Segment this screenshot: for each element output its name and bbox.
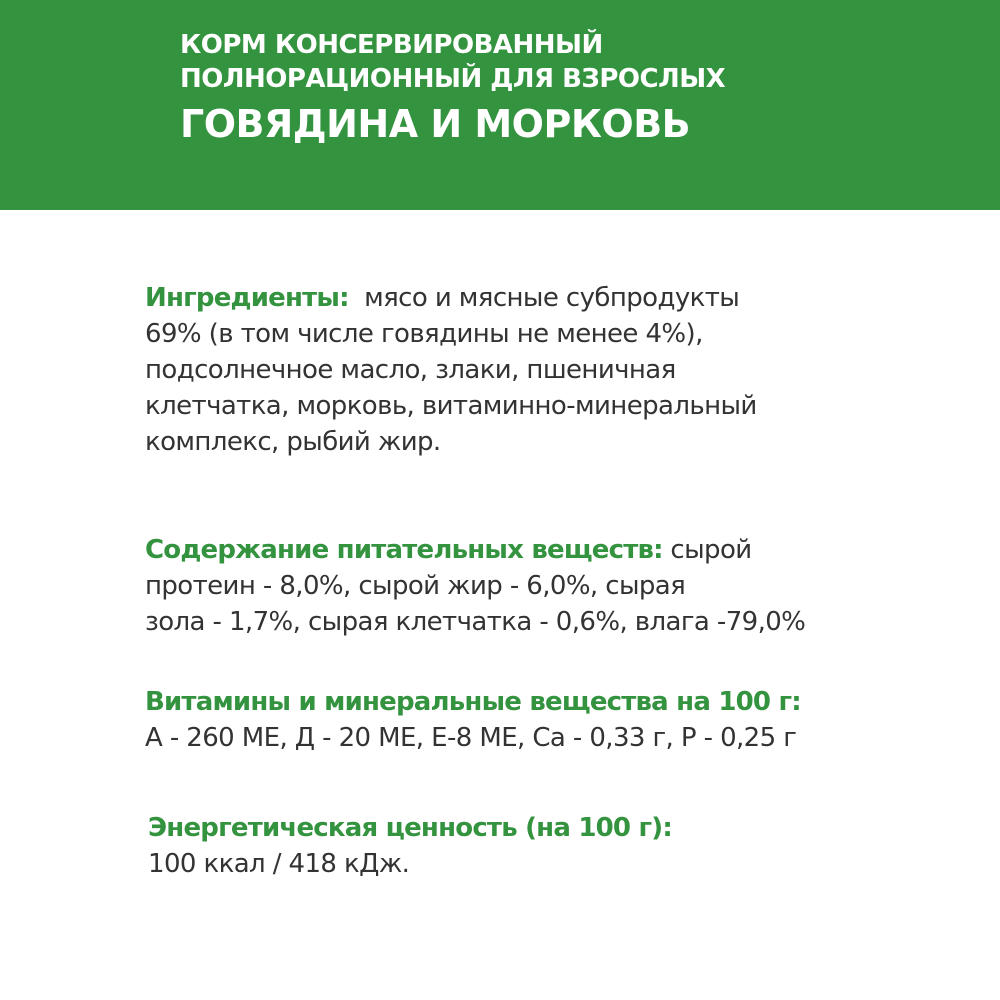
- product-audience-line: ПОЛНОРАЦИОННЫЙ ДЛЯ ВЗРОСЛЫХ: [180, 64, 726, 94]
- energy-section: [148, 810, 998, 882]
- ingredients-first-line: [145, 280, 995, 316]
- nutrients-text: протеин - 8,0%, сырой жир - 6,0%, сырая: [145, 571, 686, 601]
- energy-text: 100 ккал / 418 кДж.: [148, 849, 410, 879]
- ingredients-text: 69% (в том числе говядины не менее 4%),: [145, 319, 703, 349]
- ingredients-section: [145, 280, 995, 460]
- vitamins-label: Витамины и минеральные вещества на 100 г:: [145, 687, 801, 717]
- ingredients-text: подсолнечное масло, злаки, пшеничная: [145, 355, 676, 385]
- nutrients-text: сырой: [670, 535, 752, 565]
- energy-label: Энергетическая ценность (на 100 г):: [148, 813, 672, 843]
- nutrients-section: [145, 532, 995, 640]
- nutrients-text: зола - 1,7%, сырая клетчатка - 0,6%, влага -79,0%: [145, 607, 806, 637]
- nutrients-first-line: [145, 532, 995, 568]
- product-type-line: КОРМ КОНСЕРВИРОВАННЫЙ: [180, 30, 603, 60]
- product-flavor-title: ГОВЯДИНА И МОРКОВЬ: [180, 102, 691, 146]
- ingredients-text: комплекс, рыбий жир.: [145, 427, 441, 457]
- header-banner: [0, 0, 1000, 210]
- vitamins-section: [145, 684, 995, 756]
- ingredients-label: Ингредиенты:: [145, 283, 349, 313]
- nutrients-label: Содержание питательных веществ:: [145, 535, 663, 565]
- ingredients-text: мясо и мясные субпродукты: [364, 283, 740, 313]
- ingredients-text: клетчатка, морковь, витаминно-минеральный: [145, 391, 757, 421]
- vitamins-text: А - 260 МЕ, Д - 20 МЕ, Е-8 МЕ, Са - 0,33 г, Р - 0,25 г: [145, 723, 797, 753]
